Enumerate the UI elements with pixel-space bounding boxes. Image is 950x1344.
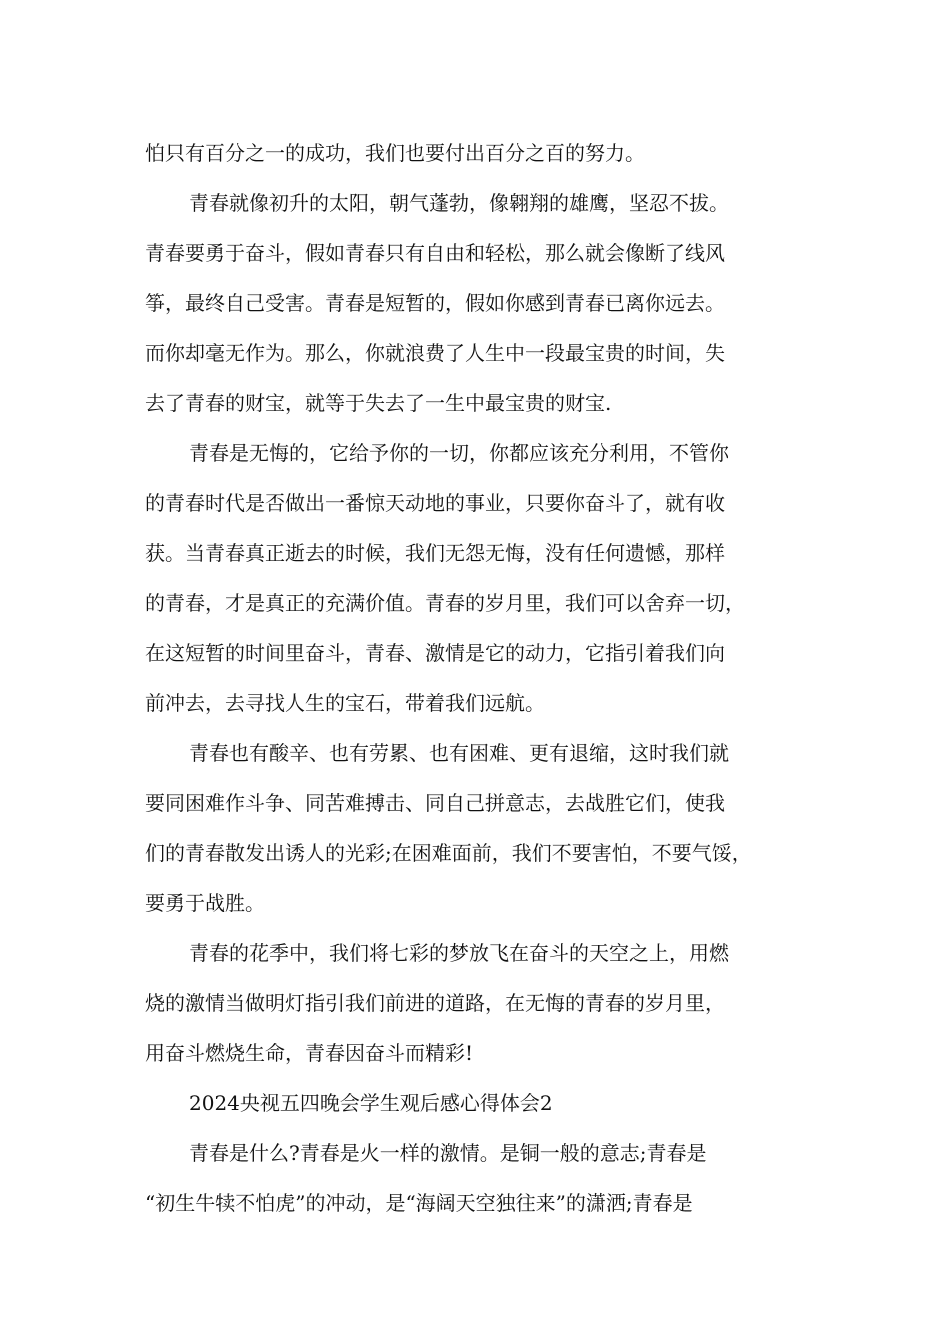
paragraph-line: 而你却毫无作为。那么，你就浪费了人生中一段最宝贵的时间，失	[145, 341, 725, 365]
paragraph-line: 用奋斗燃烧生命，青春因奋斗而精彩!	[145, 1041, 474, 1065]
paragraph-line: 青春要勇于奋斗，假如青春只有自由和轻松，那么就会像断了线风	[145, 241, 725, 265]
paragraph-line: 要同困难作斗争、同苦难搏击、同自己拼意志，去战胜它们，使我	[145, 791, 725, 815]
paragraph-line: 的青春，才是真正的充满价值。青春的岁月里，我们可以舍弃一切，	[145, 591, 745, 615]
paragraph-line: 怕只有百分之一的成功，我们也要付出百分之百的努力。	[145, 141, 645, 165]
paragraph-line: 前冲去，去寻找人生的宝石，带着我们远航。	[145, 691, 545, 715]
paragraph-line: 们的青春散发出诱人的光彩;在困难面前，我们不要害怕，不要气馁，	[145, 841, 752, 865]
paragraph-line: 的青春时代是否做出一番惊天动地的事业，只要你奋斗了，就有收	[145, 491, 725, 515]
paragraph-line: 在这短暂的时间里奋斗，青春、激情是它的动力，它指引着我们向	[145, 641, 725, 665]
section-heading: 2024央视五四晚会学生观后感心得体会2	[189, 1091, 553, 1115]
paragraph-line: 青春是无悔的，它给予你的一切，你都应该充分利用，不管你	[189, 441, 729, 465]
paragraph-line: 要勇于战胜。	[145, 891, 265, 915]
paragraph-line: 青春是什么?青春是火一样的激情。是铜一般的意志;青春是	[189, 1141, 707, 1165]
article-body	[145, 128, 835, 1228]
paragraph-line: 青春的花季中，我们将七彩的梦放飞在奋斗的天空之上，用燃	[189, 941, 729, 965]
paragraph-line: 去了青春的财宝，就等于失去了一生中最宝贵的财宝.	[145, 391, 612, 415]
paragraph-line: 筝，最终自己受害。青春是短暂的，假如你感到青春已离你远去。	[145, 291, 725, 315]
paragraph-line: 烧的激情当做明灯指引我们前进的道路，在无悔的青春的岁月里，	[145, 991, 725, 1015]
paragraph-line: “初生牛犊不怕虎”的冲动，是“海阔天空独往来”的潇洒;青春是	[145, 1191, 693, 1215]
paragraph-line: 获。当青春真正逝去的时候，我们无怨无悔，没有任何遗憾，那样	[145, 541, 725, 565]
paragraph-line: 青春就像初升的太阳，朝气蓬勃，像翱翔的雄鹰，坚忍不拔。	[189, 191, 729, 215]
paragraph-line: 青春也有酸辛、也有劳累、也有困难、更有退缩，这时我们就	[189, 741, 729, 765]
